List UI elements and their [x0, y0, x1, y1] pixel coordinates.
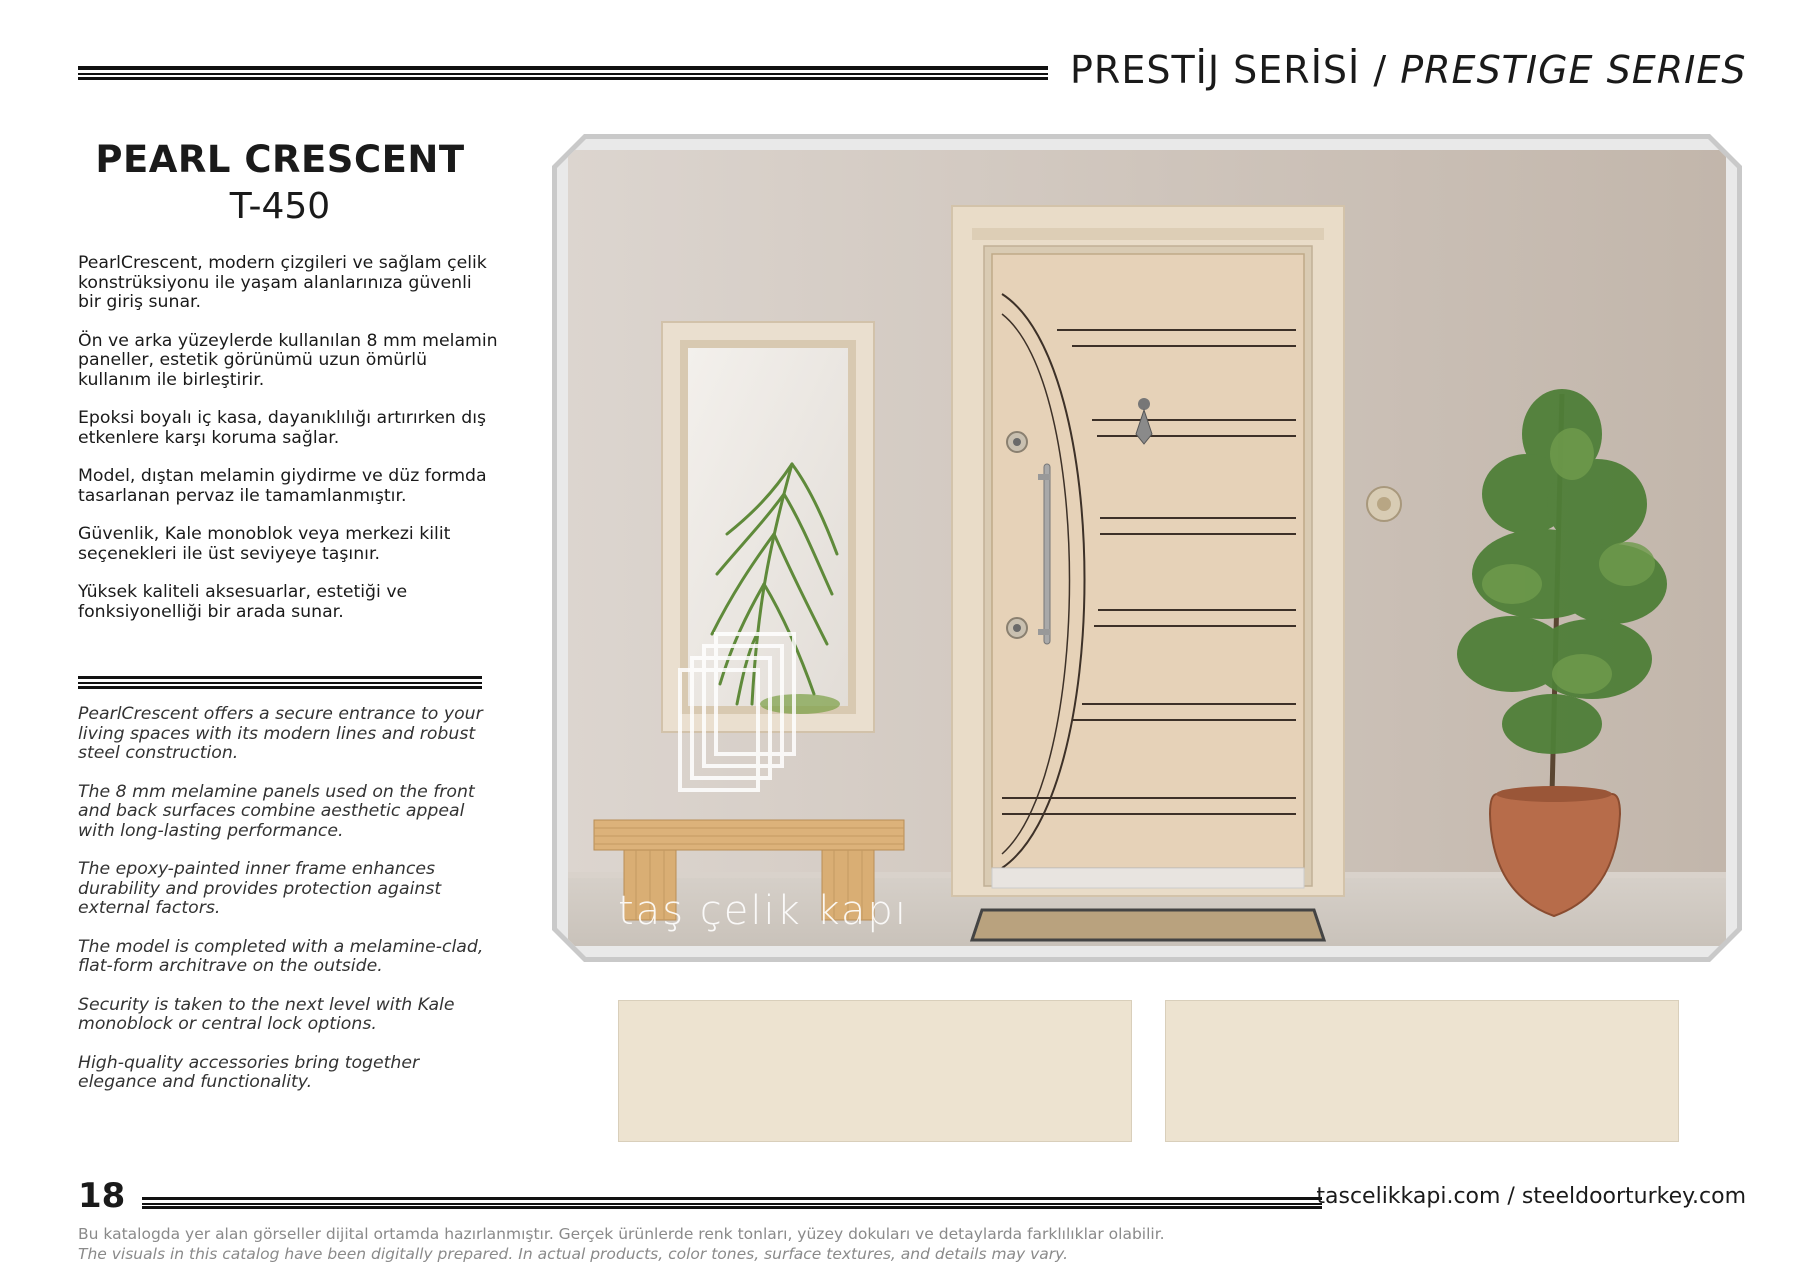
description-tr — [78, 254, 498, 641]
description-en-paragraph: The epoxy-painted inner frame enhances durability and provides protection against external factors. — [78, 859, 442, 918]
website-link[interactable]: tascelikkapi.com / steeldoorturkey.com — [1316, 1184, 1746, 1209]
description-tr-paragraph: Güvenlik, Kale monoblok veya merkezi kilit seçenekleri ile üst seviyeye taşınır. — [78, 524, 451, 564]
description-tr-paragraph: Yüksek kaliteli aksesuarlar, estetiği ve fonksiyonelliği bir arada sunar. — [78, 582, 408, 622]
description-tr-paragraph: Ön ve arka yüzeylerde kullanılan 8 mm melamin paneller, estetik görünümü uzun ömürlü kullanım ile birleştirir. — [78, 330, 498, 390]
series-title — [1070, 48, 1746, 92]
description-en-paragraph: The 8 mm melamine panels used on the front and back surfaces combine aesthetic appeal with long-lasting performance. — [78, 781, 475, 841]
color-swatch-2 — [1165, 1000, 1679, 1142]
series-title-tr: PRESTİJ SERİSİ — [1070, 48, 1361, 92]
description-en-paragraph: The model is completed with a melamine-clad, flat-form architrave on the outside. — [78, 936, 484, 976]
page-number: 18 — [78, 1176, 126, 1216]
footer-rule — [142, 1197, 1322, 1209]
description-en — [78, 705, 498, 1112]
description-en-paragraph: PearlCrescent offers a secure entrance to your living spaces with its modern lines and robust steel construction. — [78, 704, 483, 763]
color-swatch-1 — [618, 1000, 1132, 1142]
disclaimer-tr: Bu katalogda yer alan görseller dijital ortamda hazırlanmıştır. Gerçek ürünlerde renk tonları, yüzey dokuları ve detaylarda farklılıklar olabilir. — [78, 1225, 1165, 1243]
description-en-paragraph: Security is taken to the next level with Kale monoblock or central lock options. — [78, 994, 455, 1034]
series-title-en: PRESTIGE SERIES — [1400, 48, 1747, 92]
series-separator: / — [1373, 48, 1388, 92]
description-en-paragraph: High-quality accessories bring together elegance and functionality. — [78, 1052, 420, 1092]
doormat — [972, 910, 1324, 940]
product-name: PEARL CRESCENT — [95, 138, 465, 181]
watermark-text: taş çelik kapı — [618, 888, 908, 934]
description-tr-paragraph: Model, dıştan melamin giydirme ve düz formda tasarlanan pervaz ile tamamlanmıştır. — [78, 466, 487, 506]
header-rule — [78, 66, 1048, 80]
description-tr-paragraph: Epoksi boyalı iç kasa, dayanıklılığı artırırken dış etkenlere karşı koruma sağlar. — [78, 408, 487, 448]
section-divider — [78, 676, 482, 690]
disclaimer-en: The visuals in this catalog have been digitally prepared. In actual products, color tones, surface textures, and details may vary. — [78, 1245, 1069, 1263]
door — [952, 206, 1344, 896]
product-code: T-450 — [229, 186, 331, 227]
door-photo — [552, 134, 1742, 962]
door-handle — [1044, 464, 1050, 644]
description-tr-paragraph: PearlCrescent, modern çizgileri ve sağlam çelik konstrüksiyonu ile yaşam alanlarınıza güvenli bir giriş sunar. — [78, 253, 487, 312]
